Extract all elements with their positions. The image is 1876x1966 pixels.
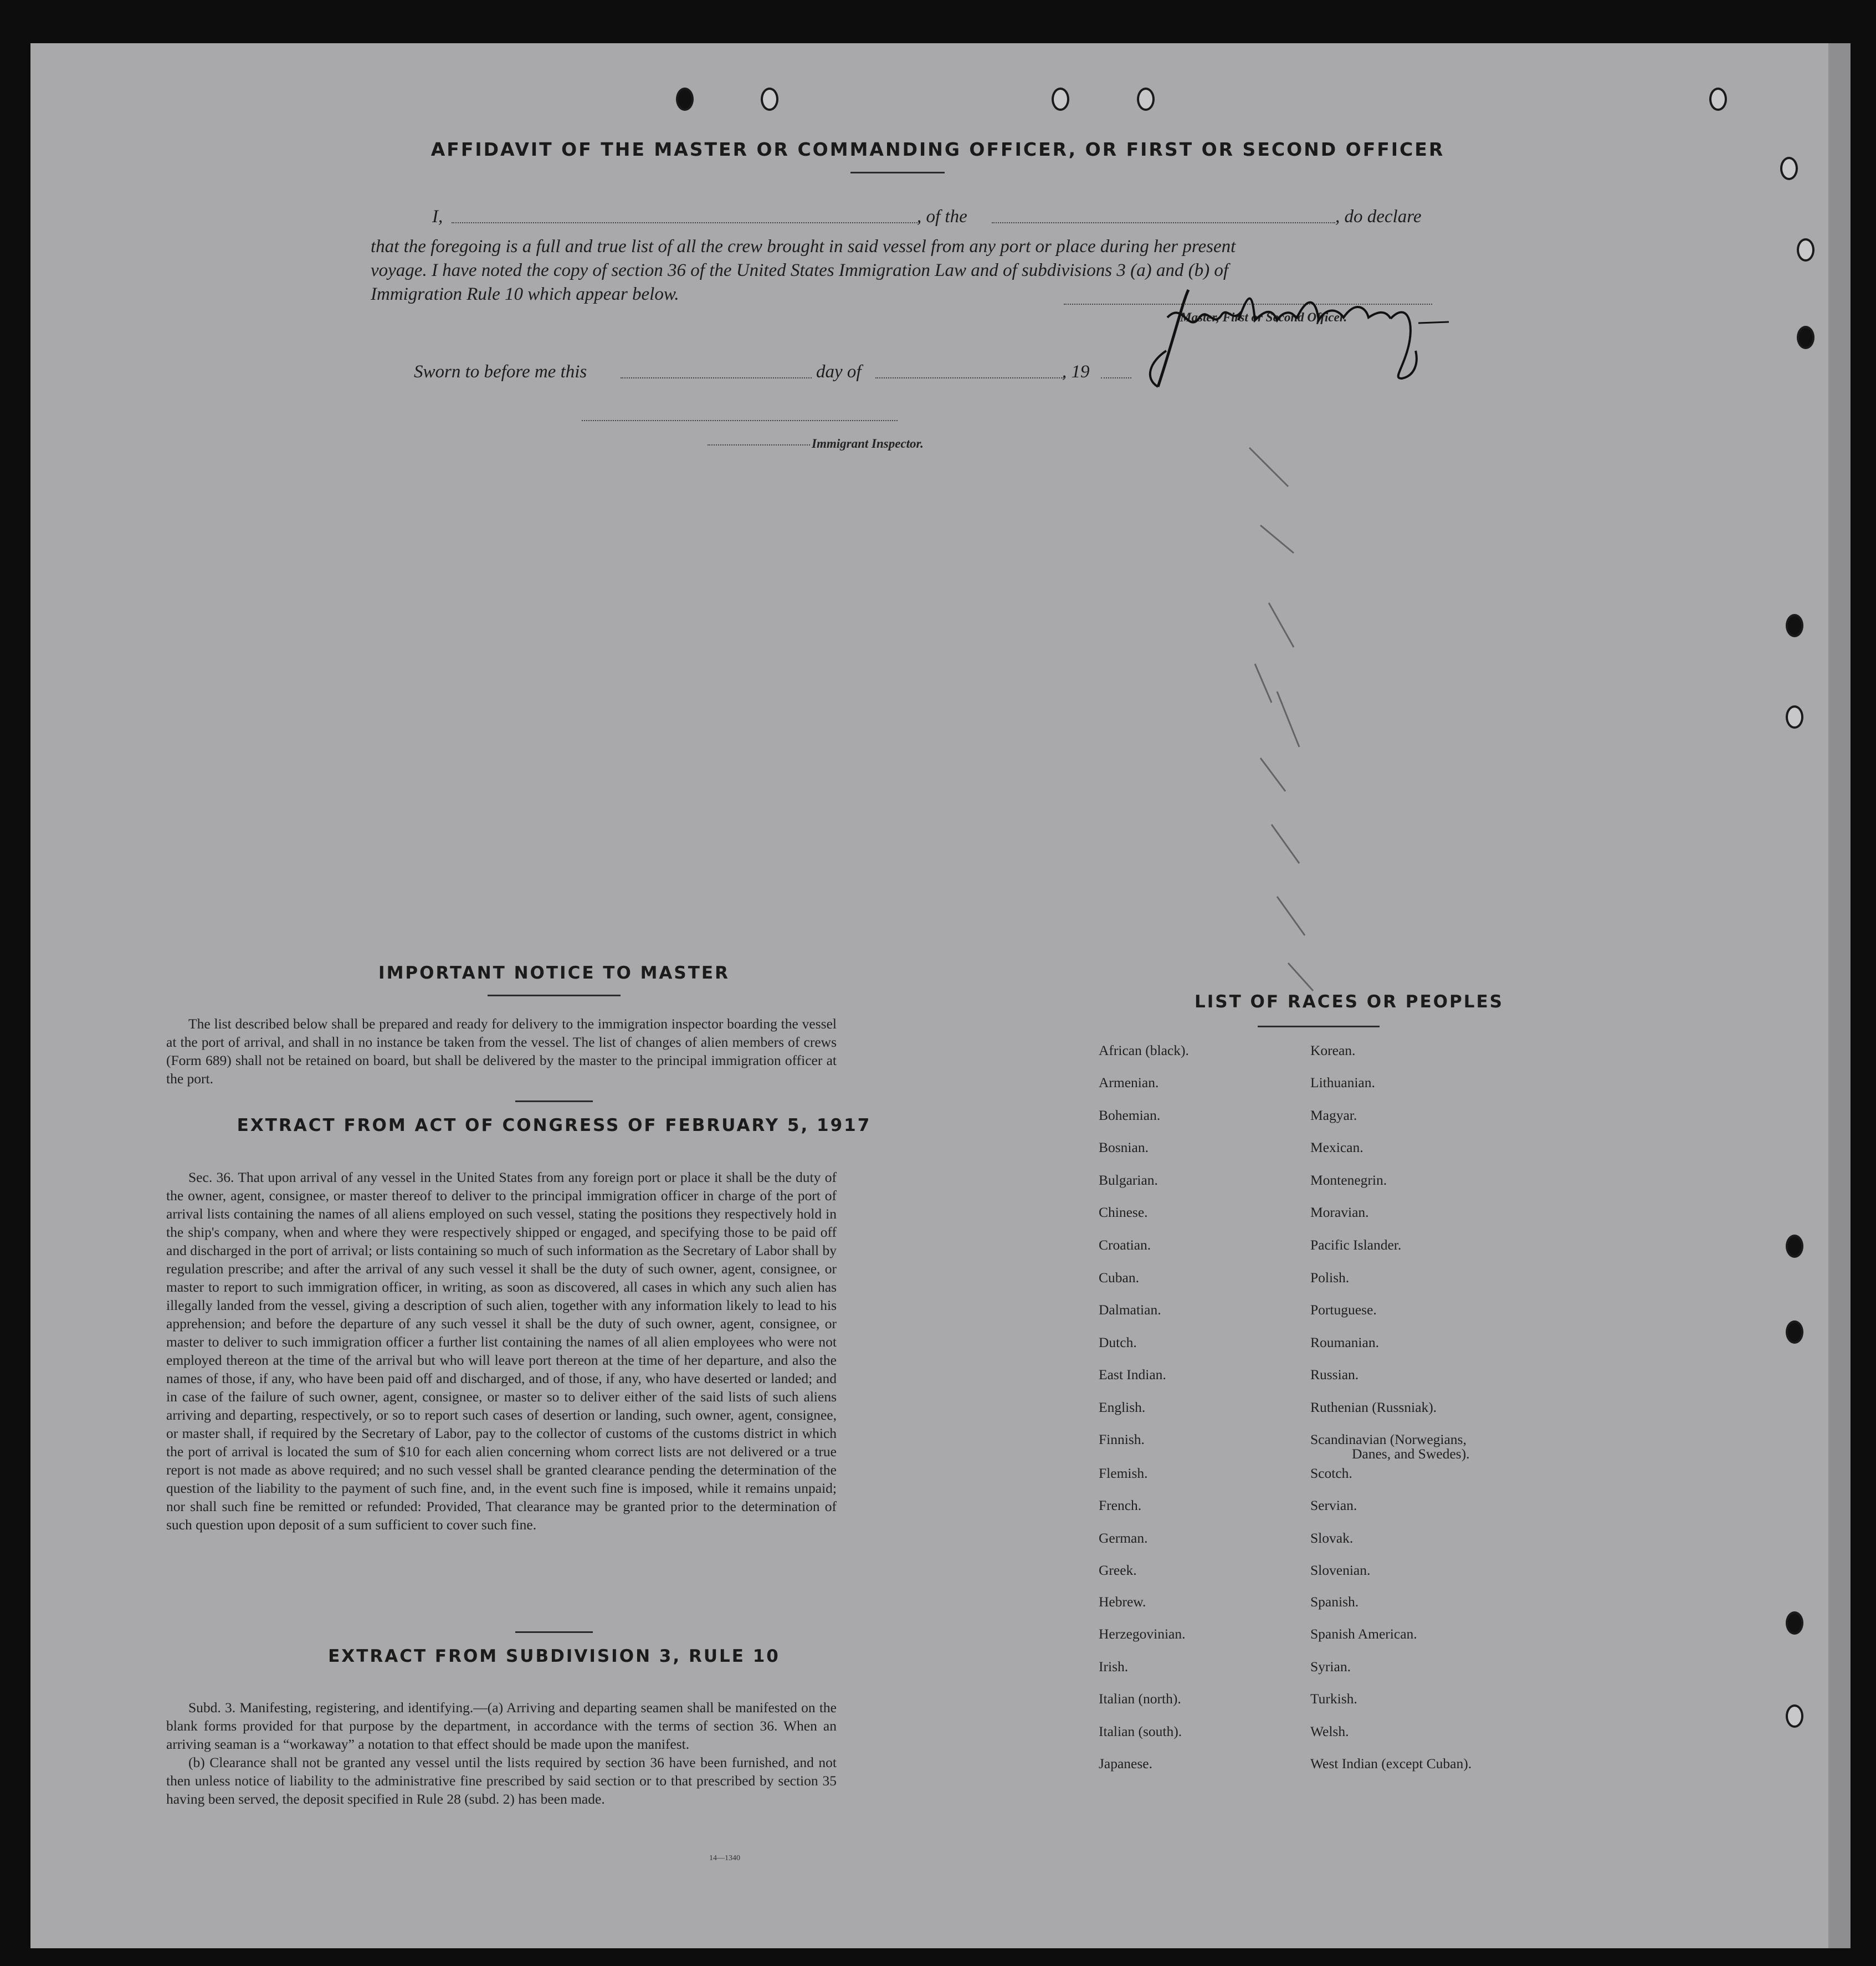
- punch-hole: [1786, 1704, 1803, 1728]
- race-item-continuation: Danes, and Swedes).: [1352, 1446, 1470, 1462]
- punch-hole: [761, 88, 778, 111]
- year-text: , 19: [1062, 362, 1090, 382]
- affidavit-title-rule: [850, 172, 945, 173]
- affidavit-i: I,: [432, 207, 443, 227]
- punch-hole: [1786, 1320, 1803, 1344]
- race-item: Bosnian.: [1099, 1139, 1149, 1155]
- year-blank[interactable]: [1101, 377, 1131, 378]
- race-item: Montenegrin.: [1310, 1172, 1387, 1188]
- race-item: Herzegovinian.: [1099, 1626, 1186, 1642]
- race-item: Scotch.: [1310, 1465, 1352, 1481]
- affidavit-line2: that the foregoing is a full and true list of all the crew brought in said vessel from any port or place during her present: [371, 237, 1236, 257]
- race-item: East Indian.: [1099, 1366, 1166, 1383]
- notice-body: [166, 1015, 837, 1088]
- punch-hole: [1137, 88, 1155, 111]
- race-item: Armenian.: [1099, 1074, 1159, 1090]
- act-paragraph: Sec. 36. That upon arrival of any vessel in the United States from any foreign port or place it shall be the duty of the owner, agent, consignee, or master thereof to deliver to the principal immigration officer in charge of the port of arrival lists containing the names of all aliens employed on such vessel, stating the positions they respectively hold in the ship's company, when and where they were respectively shipped or engaged, and specifying those to be paid off and discharged in the port of arrival; or lists containing so much of such information as the Secretary of Labor shall by regulation prescribe; and after the arrival of any such vessel it shall be the duty of such owner, agent, consignee, or master to report to such immigration officer, in writing, as soon as discovered, all cases in which any such alien has illegally landed from the vessel, giving a description of such alien, together with any information likely to lead to his apprehension; and before the departure of any such vessel it shall be the duty of such owner, agent, consignee, or master to deliver to such immigration officer a further list containing the names of all alien employees who were not employed thereon at the time of the arrival but who will leave port thereon at the time of her departure, and also the names of those, if any, who have been paid off and discharged, and of those, if any, who have deserted or landed; and in case of the failure of such owner, agent, consignee, or master so to deliver either of the said lists of such aliens arriving and departing, respectively, or so to report such cases of desertion or landing, such owner, agent, consignee, or master shall, if required by the Secretary of Labor, pay to the collector of customs of the customs district in which the port of arrival is located the sum of $10 for each alien concerning whom correct lists are not delivered or a true report is not made as above required; and no such vessel shall be granted clearance pending the determination of the question of the liability to the payment of such fine, and, in the event such fine is imposed, while it remains unpaid; nor shall such fine be remitted or refunded: Provided, That clearance may be granted prior to the determination of such question upon deposit of a sum sufficient to cover such fine.: [166, 1169, 837, 1533]
- race-item: Pacific Islander.: [1310, 1237, 1402, 1253]
- race-item: Slovenian.: [1310, 1562, 1371, 1578]
- notice-title: IMPORTANT NOTICE TO MASTER: [378, 963, 730, 983]
- notice-title-rule: [488, 995, 621, 996]
- punch-hole: [1052, 88, 1069, 111]
- race-item: Japanese.: [1099, 1755, 1152, 1772]
- race-item: Finnish.: [1099, 1431, 1145, 1447]
- races-right-column: [1310, 1042, 1621, 1840]
- race-item: Dutch.: [1099, 1334, 1137, 1350]
- bleed-through-marks: [1238, 403, 1405, 1013]
- race-item: Moravian.: [1310, 1204, 1369, 1220]
- punch-hole: [1786, 1611, 1803, 1635]
- race-item: Irish.: [1099, 1658, 1129, 1675]
- race-item: Portuguese.: [1310, 1302, 1377, 1318]
- race-item: Greek.: [1099, 1562, 1137, 1578]
- race-item: Hebrew.: [1099, 1594, 1146, 1610]
- punch-hole: [1786, 614, 1803, 637]
- race-item: French.: [1099, 1497, 1142, 1513]
- race-item: Bulgarian.: [1099, 1172, 1158, 1188]
- rule-paragraph-b: (b) Clearance shall not be granted any vessel until the lists required by section 36 have been furnished, and not then unless notice of liability to the administrative fine prescribed by said section or to that prescribed by section 35 having been served, the deposit specified in Rule 28 (subd. 2) has been made.: [166, 1754, 837, 1807]
- notice-paragraph: The list described below shall be prepared and ready for delivery to the immigration inspector boarding the vessel at the port of arrival, and shall in no instance be taken from the vessel. The list of changes of alien members of crews (Form 689) shall not be retained on board, but shall be delivered by the master to the principal immigration officer at the port.: [166, 1016, 837, 1087]
- race-item: African (black).: [1099, 1042, 1189, 1058]
- punch-hole: [1709, 88, 1727, 111]
- act-top-rule: [515, 1100, 593, 1102]
- race-item: Polish.: [1310, 1269, 1350, 1286]
- punch-hole: [1786, 1235, 1803, 1258]
- race-item: Flemish.: [1099, 1465, 1148, 1481]
- race-item: Mexican.: [1310, 1139, 1364, 1155]
- race-item: Chinese.: [1099, 1204, 1148, 1220]
- rule-top-rule: [515, 1631, 593, 1633]
- signature-caption: Master, First or Second Officer.: [1180, 310, 1347, 324]
- punch-hole: [1786, 705, 1803, 729]
- race-item: Turkish.: [1310, 1691, 1357, 1707]
- affidavit-title: AFFIDAVIT OF THE MASTER OR COMMANDING OFFICER, OR FIRST OR SECOND OFFICER: [430, 139, 1445, 160]
- race-item: Scandinavian (Norwegians,: [1310, 1431, 1467, 1447]
- rule-title: EXTRACT FROM SUBDIVISION 3, RULE 10: [328, 1646, 780, 1666]
- race-item: Lithuanian.: [1310, 1074, 1375, 1090]
- race-item: Syrian.: [1310, 1658, 1351, 1675]
- race-item: Ruthenian (Russniak).: [1310, 1399, 1437, 1415]
- affidavit-line4: Immigration Rule 10 which appear below.: [371, 284, 679, 304]
- inspector-prefix-line: [708, 444, 810, 446]
- inspector-caption: Immigrant Inspector.: [812, 437, 924, 450]
- sworn-text: Sworn to before me this: [414, 362, 587, 382]
- name-blank[interactable]: [452, 222, 920, 223]
- race-item: Italian (north).: [1099, 1691, 1181, 1707]
- punch-hole: [676, 88, 694, 111]
- races-title: LIST OF RACES OR PEOPLES: [1194, 992, 1504, 1012]
- day-of-text: day of: [816, 362, 862, 382]
- race-item: Welsh.: [1310, 1723, 1349, 1739]
- punch-hole: [1797, 238, 1815, 262]
- race-item: Dalmatian.: [1099, 1302, 1161, 1318]
- race-item: Korean.: [1310, 1042, 1356, 1058]
- page-edge: [1828, 43, 1851, 1948]
- rule-paragraph-a: Subd. 3. Manifesting, registering, and identifying.—(a) Arriving and departing seamen shall be manifested on the blank forms provided for that purpose by the department, in accordance with the terms of section 36. When an arriving seaman is a “workaway” a notation to that effect should be made upon the manifest.: [166, 1699, 837, 1752]
- race-item: West Indian (except Cuban).: [1310, 1755, 1472, 1772]
- race-item: Italian (south).: [1099, 1723, 1182, 1739]
- vessel-blank[interactable]: [992, 222, 1335, 223]
- affidavit-of-the: , of the: [917, 207, 967, 227]
- master-signature: [1105, 268, 1460, 395]
- punch-hole: [1797, 326, 1815, 349]
- race-item: Magyar.: [1310, 1107, 1357, 1123]
- punch-hole: [1780, 157, 1798, 180]
- document-page: [30, 43, 1845, 1948]
- race-item: Croatian.: [1099, 1237, 1151, 1253]
- sworn-month-blank[interactable]: [875, 377, 1064, 378]
- sworn-day-blank[interactable]: [621, 377, 812, 378]
- form-number: 14—1340: [709, 1854, 740, 1862]
- race-item: Russian.: [1310, 1366, 1359, 1383]
- rule-body: [166, 1698, 837, 1808]
- race-item: Slovak.: [1310, 1530, 1354, 1546]
- race-item: Spanish American.: [1310, 1626, 1417, 1642]
- affidavit-line3: voyage. I have noted the copy of section 36 of the United States Immigration Law and of subdivisions 3 (a) and (b) of: [371, 260, 1229, 280]
- race-item: Spanish.: [1310, 1594, 1359, 1610]
- affidavit-declare: , do declare: [1335, 207, 1422, 227]
- race-item: German.: [1099, 1530, 1148, 1546]
- act-body: [166, 1168, 837, 1534]
- race-item: English.: [1099, 1399, 1146, 1415]
- inspector-signature-line: [582, 420, 898, 421]
- race-item: Roumanian.: [1310, 1334, 1379, 1350]
- act-title: EXTRACT FROM ACT OF CONGRESS OF FEBRUARY 5, 1917: [237, 1115, 872, 1135]
- race-item: Servian.: [1310, 1497, 1357, 1513]
- races-title-rule: [1258, 1026, 1380, 1027]
- race-item: Cuban.: [1099, 1269, 1139, 1286]
- race-item: Bohemian.: [1099, 1107, 1161, 1123]
